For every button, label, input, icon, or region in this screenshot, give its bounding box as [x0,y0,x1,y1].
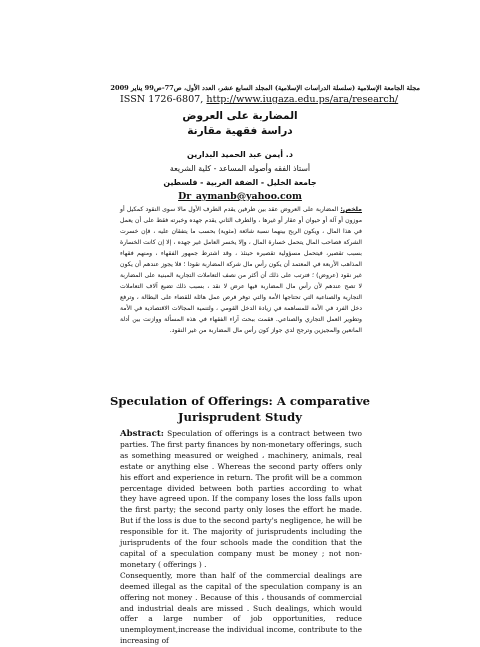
english-abstract-text-1: Speculation of offerings is a contract between two parties. The first party finances by non-monetary offerings, such as something measured or weighed ، machinery, animals, real estate or anything else . Whereas the second party offers only his effort and experience in return. The profit will be a common percentage divided between both parties according to what they have agreed upon. If the company loses the loss falls upon the first party; the second party only loses the effort he made. But if the loss is due to the second party's negligence, he will be responsible for it. The majority of jurisprudents including the jurisprudents of the four schools made the condition that the capital of a speculation company must be money ; not non-monetary ( offerings ) . [120,429,362,569]
issn-number: ISSN 1726-6807, [120,94,204,105]
arabic-title: المضاربة على العروض [182,110,298,122]
english-abstract-label: Abstract: [120,429,164,439]
english-abstract [120,429,362,646]
author-name: د. أيمن عبد الحميد البدارين [187,150,293,159]
author-affiliation: أستاذ الفقه وأصوله المساعد - كلية الشريعة [169,164,311,173]
english-abstract-paragraph-1 [120,429,362,571]
english-title-line1: Speculation of Offerings: A comparative [110,394,371,408]
journal-header: مجلة الجامعة الإسلامية (سلسلة الدراسات الإسلامية) المجلد السابع عشر، العدد الأول، ص77-ص99 يناير 2009 [110,84,420,92]
arabic-abstract-label: ملخص: [340,206,362,213]
arabic-subtitle: دراسة فقهية مقارنة [187,125,293,137]
journal-url-link[interactable]: http://www.iugaza.edu.ps/ara/research/ [206,94,399,105]
issn-line [120,94,420,105]
arabic-abstract-text: المضاربة على العروض عقد بين طرفين يقدم الطرف الأول مالا سوى النقود كمكيل أو موزون أو آلة أو حيوان أو عقار أو غيرها ، والطرف الثاني يقدم جهده وخبرته فقط على أن يعمل في هذا المال ، ويكون الربح بينهما نسبة شائعة (مثوية) بحسب ما يتفقان عليه ، فإن خسرت الشركة فصاحب المال يتحمل خسارة المال ، وإلا يخسر العامل غير جهده ، إلا إن كانت الخسارة بسبب تقصير، فيتحمل مسؤولية تقصيره حينئذ ، وقد اشترط جمهور الفقهاء ، ومنهم فقهاء المذاهب الأربعة في المعتمد أن يكون رأس مال شركة المضاربة نقودا ؛ فلا يجوز عندهم أن يكون غير نقود (عروض) ؛ فترتب على ذلك أن أكثر من نصف التعاملات التجارية المبنية على المضاربة لا تصح عندهم لأن رأس مال المضاربة فيها عرض لا نقد ، بسبب ذلك تضيع آلاف التعاملات التجارية والصناعية التي تحتاجها الأمة والتي توفر فرص عمل هائلة للقضاء على البطالة ، وترفع دخل الفرد في الأمة للمساهمة في زيادة الدخل القومي ، ولتنمية المجالات الاقتصادية في الأمة وتطوير العمل التجاري والصناعي. فقمت ببحث آراء الفقهاء في هذه المسألة ووازنت بين أدلة المانعين والمجيزين وترجح لدي جواز كون رأس مال المضاربة من غير النقود. [120,206,362,334]
author-university: جامعة الخليل - الضفة الغربية - فلسطين [163,178,317,187]
author-email-link[interactable]: Dr_aymanb@yahoo.com [178,191,302,202]
english-title-line2: Jurisprudent Study [178,410,302,424]
arabic-abstract [120,204,362,391]
english-abstract-paragraph-2: Consequently, more than half of the commercial dealings are deemed illegal as the capital of the speculation company is an offering not money . Because of this ، thousands of commercial and industrial deals are missed . Such dealings, which would offer a large number of job opportunities, reduce unemployment,increase the individual income, contribute to the increasing of [120,570,362,646]
